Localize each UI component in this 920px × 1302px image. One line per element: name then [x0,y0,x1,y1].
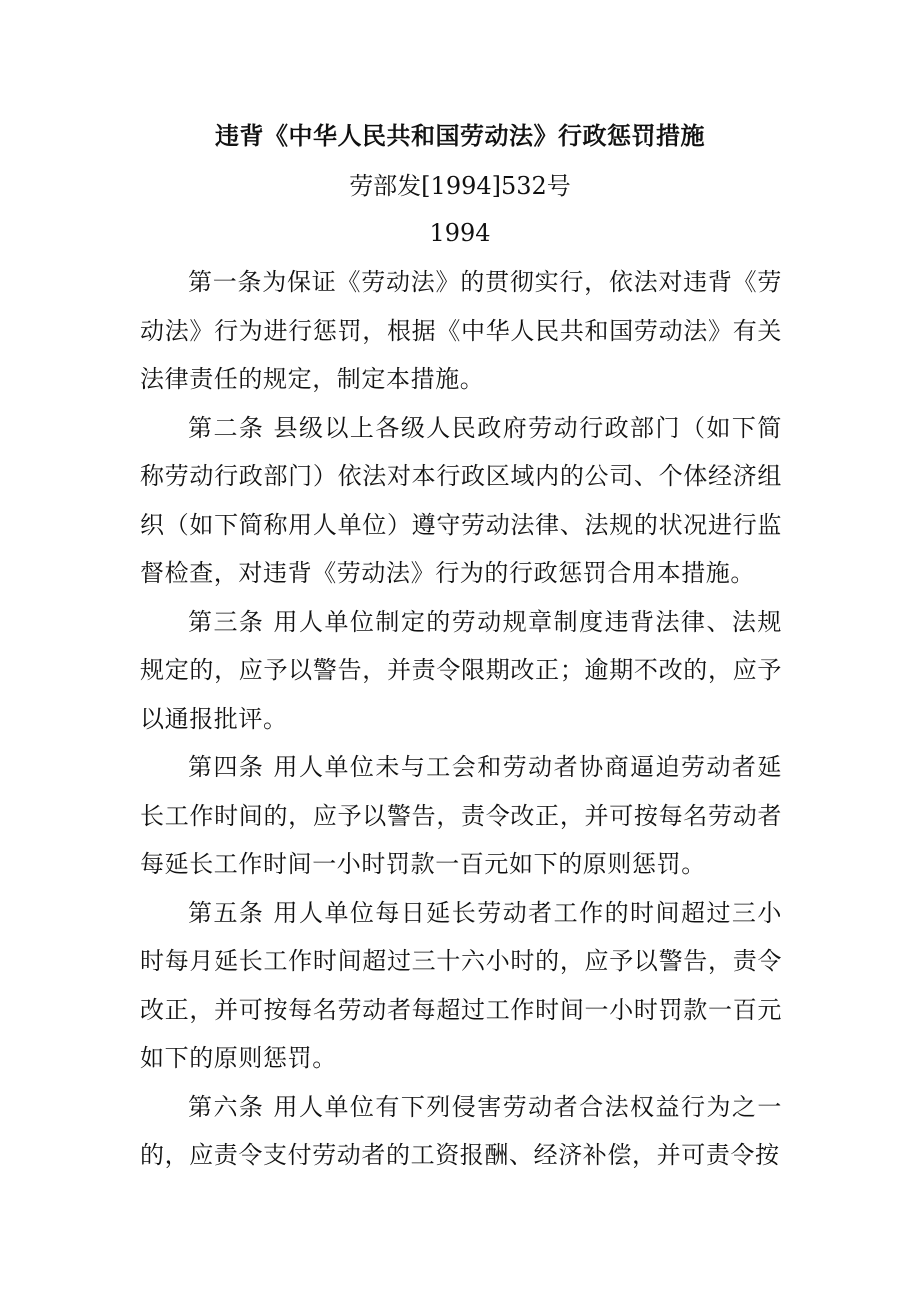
document-body [140,258,782,1180]
article-5-paragraph: 第五条 用人单位每日延长劳动者工作的时间超过三小时每月延长工作时间超过三十六小时的，应予以警告，责令改正，并可按每名劳动者每超过工作时间一小时罚款一百元如下的原则惩罚。 [140,898,782,1072]
article-6-paragraph: 第六条 用人单位有下列侵害劳动者合法权益行为之一的，应责令支付劳动者的工资报酬、经济补偿，并可责令按 [140,1092,782,1169]
document-title: 违背《中华人民共和国劳动法》行政惩罚措施 [215,122,705,150]
article-4-paragraph: 第四条 用人单位未与工会和劳动者协商逼迫劳动者延长工作时间的，应予以警告，责令改正，并可按每名劳动者每延长工作时间一小时罚款一百元如下的原则惩罚。 [140,753,782,878]
article-2-paragraph: 第二条 县级以上各级人民政府劳动行政部门（如下简称劳动行政部门）依法对本行政区域内的公司、个体经济组织（如下简称用人单位）遵守劳动法律、法规的状况进行监督检查，对违背《劳动法》行为的行政惩罚合用本措施。 [140,413,782,587]
document-year: 1994 [429,219,491,247]
article-3-paragraph: 第三条 用人单位制定的劳动规章制度违背法律、法规规定的，应予以警告，并责令限期改正；逾期不改的，应予以通报批评。 [140,607,782,733]
article-1-paragraph: 第一条为保证《劳动法》的贯彻实行，依法对违背《劳动法》行为进行惩罚，根据《中华人民共和国劳动法》有关法律责任的规定，制定本措施。 [140,268,782,393]
document-number: 劳部发[1994]532号 [349,172,571,200]
